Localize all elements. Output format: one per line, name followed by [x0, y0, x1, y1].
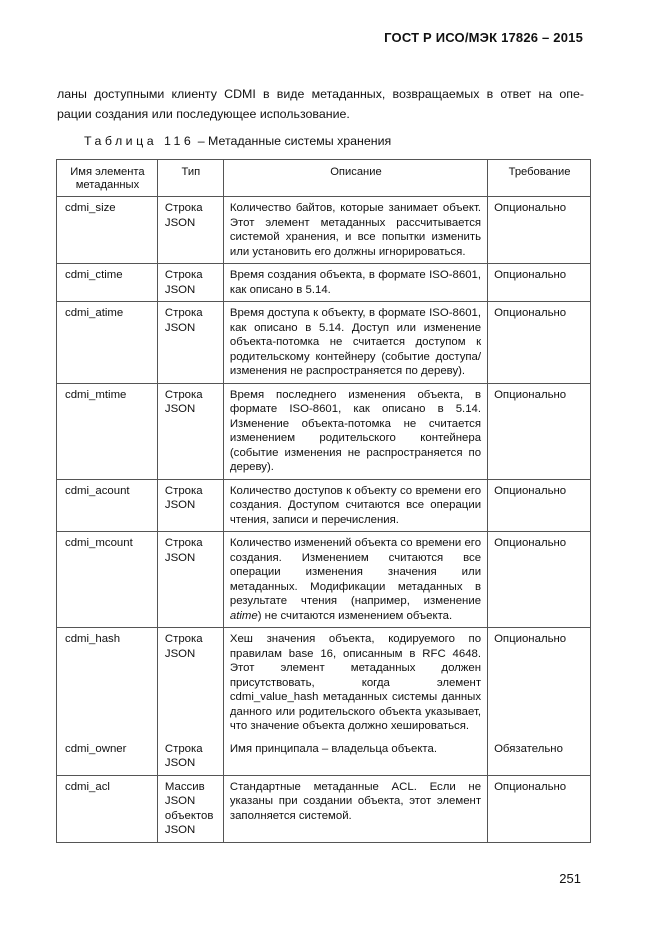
cell-type: Строка JSON: [157, 628, 223, 738]
cell-name: cdmi_ctime: [57, 264, 158, 302]
table-caption-label: Таблица 116: [84, 134, 195, 148]
cell-requirement: Опционально: [488, 628, 591, 738]
cell-name: cdmi_atime: [57, 302, 158, 384]
cell-description: Стандартные метаданные ACL. Если не указаны при создании объекта, этот элемент заполняется системой.: [223, 775, 487, 842]
cell-description: Хеш значения объекта, кодируемого по правилам base 16, описанным в RFC 4648. Этот элемент метаданных должен присутствовать, когда элемент cdmi_value_hash метаданных системы данных данного или родительского объекта указывает, что значение объекта должно хешироваться.: [223, 628, 487, 738]
header-name: Имя элемента метаданных: [57, 160, 158, 197]
header-description: Описание: [223, 160, 487, 197]
table-row: [57, 197, 591, 264]
cell-requirement: Опционально: [488, 302, 591, 384]
cell-type: Массив JSON объектов JSON: [157, 775, 223, 842]
cell-requirement: Опционально: [488, 383, 591, 479]
table-row: [57, 628, 591, 738]
header-requirement: Требование: [488, 160, 591, 197]
cell-name: cdmi_acount: [57, 479, 158, 532]
cell-name: cdmi_hash: [57, 628, 158, 738]
cell-description: [223, 532, 487, 628]
header-type: Тип: [157, 160, 223, 197]
table-row: [57, 264, 591, 302]
description-emphasis: atime: [229, 609, 258, 622]
cell-description: Время доступа к объекту, в формате ISO-8601, как описано в 5.14. Доступ или изменение объекта-потомка не считается доступом к родительскому контейнеру (событие доступа/изменения не распространяется по дереву).: [223, 302, 487, 384]
cell-type: Строка JSON: [157, 264, 223, 302]
description-part: ) не считаются изменением объекта.: [257, 609, 453, 622]
cell-requirement: Обязательно: [488, 738, 591, 776]
cell-requirement: Опционально: [488, 197, 591, 264]
cell-requirement: Опционально: [488, 775, 591, 842]
document-header: ГОСТ Р ИСО/МЭК 17826 – 2015: [384, 30, 583, 45]
cell-description: Количество байтов, которые занимает объект. Этот элемент метаданных рассчитывается системой хранения, и все попытки изменить или установить его должны игнорироваться.: [223, 197, 487, 264]
description-part: Количество изменений объекта со времени его создания. Изменением считаются все операции изменения значения или метаданных. Модификации метаданных в результате чтения (например, изменение: [229, 537, 482, 607]
storage-metadata-table: [56, 159, 591, 843]
table-row: [57, 532, 591, 628]
cell-description: Время создания объекта, в формате ISO-8601, как описано в 5.14.: [223, 264, 487, 302]
table-row: [57, 775, 591, 842]
cell-description: Количество доступов к объекту со времени его создания. Доступом считаются все операции чтения, записи и перечисления.: [223, 479, 487, 532]
cell-name: cdmi_owner: [57, 738, 158, 776]
table-row: [57, 302, 591, 384]
cell-name: cdmi_acl: [57, 775, 158, 842]
cell-name: cdmi_mtime: [57, 383, 158, 479]
cell-type: Строка JSON: [157, 383, 223, 479]
cell-description: Время последнего изменения объекта, в формате ISO-8601, как описано в 5.14. Изменение объекта-потомка не считается изменением родительского контейнера (событие изменения не распространяется по дереву).: [223, 383, 487, 479]
cell-type: Строка JSON: [157, 738, 223, 776]
intro-text: [57, 84, 584, 124]
cell-type: Строка JSON: [157, 532, 223, 628]
cell-requirement: Опционально: [488, 479, 591, 532]
table-row: [57, 738, 591, 776]
cell-type: Строка JSON: [157, 302, 223, 384]
table-row: [57, 383, 591, 479]
cell-name: cdmi_size: [57, 197, 158, 264]
cell-requirement: Опционально: [488, 532, 591, 628]
cell-description: Имя принципала – владельца объекта.: [223, 738, 487, 776]
intro-line-1: ланы доступными клиенту CDMI в виде метаданных, возвращаемых в ответ на опе-: [57, 87, 584, 101]
cell-name: cdmi_mcount: [57, 532, 158, 628]
cell-type: Строка JSON: [157, 479, 223, 532]
table-header-row: [57, 160, 591, 197]
intro-line-2: рации создания или последующее использование.: [57, 107, 350, 121]
page-number: 251: [559, 871, 581, 886]
table-caption-text: – Метаданные системы хранения: [194, 134, 392, 148]
cell-requirement: Опционально: [488, 264, 591, 302]
table-caption: [84, 134, 391, 148]
table-row: [57, 479, 591, 532]
cell-type: Строка JSON: [157, 197, 223, 264]
